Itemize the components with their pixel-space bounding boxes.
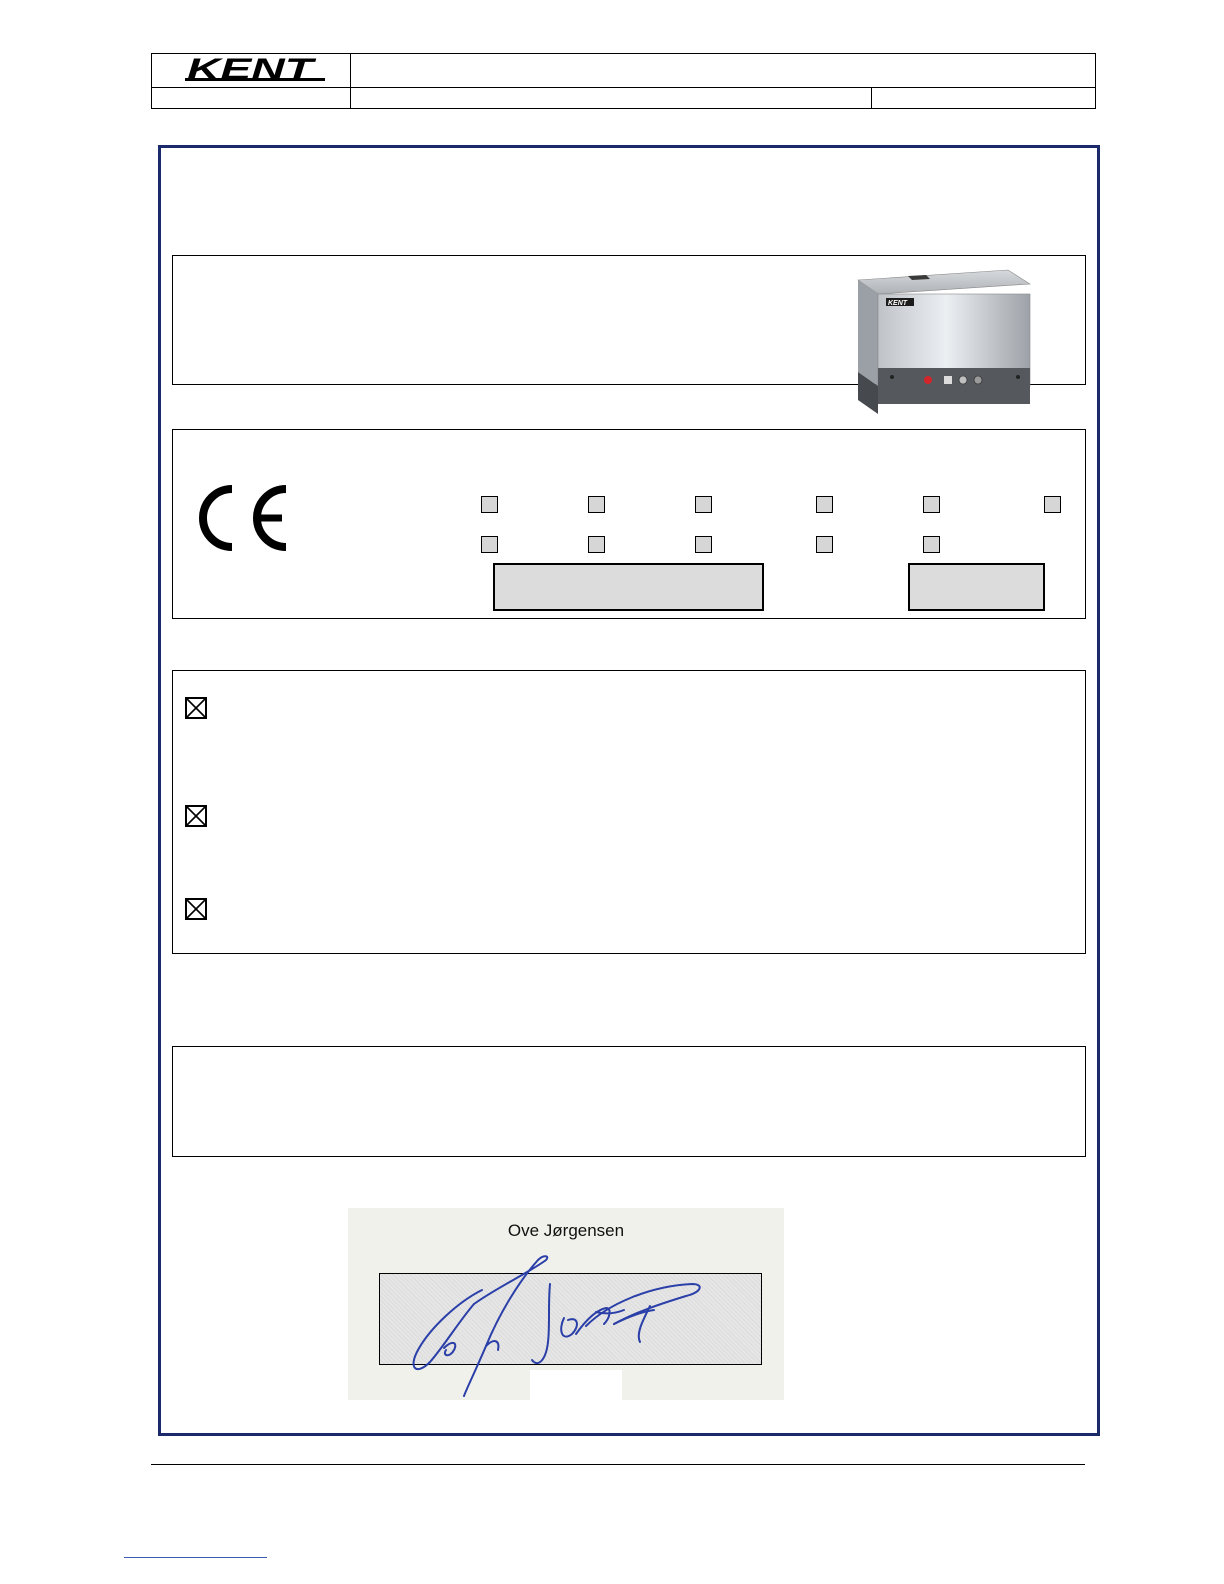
- svg-text:KENT: KENT: [888, 300, 908, 307]
- ce-checkbox[interactable]: [588, 496, 605, 513]
- ce-text-field[interactable]: [908, 563, 1045, 611]
- checked-box-icon[interactable]: [185, 805, 207, 827]
- header-divider: [871, 87, 872, 108]
- ce-checkbox[interactable]: [923, 496, 940, 513]
- ce-checkbox[interactable]: [923, 536, 940, 553]
- handwritten-signature: [400, 1250, 720, 1400]
- footer-link-underline: [124, 1557, 267, 1558]
- checked-box-icon[interactable]: [185, 898, 207, 920]
- ce-checkbox[interactable]: [695, 536, 712, 553]
- header-divider: [152, 87, 1095, 88]
- ce-checkbox[interactable]: [588, 536, 605, 553]
- svg-text:KENT: KENT: [187, 55, 318, 86]
- ce-checkbox[interactable]: [481, 536, 498, 553]
- directives-box: [172, 670, 1086, 954]
- checked-box-icon[interactable]: [185, 697, 207, 719]
- ce-checkbox[interactable]: [481, 496, 498, 513]
- ce-checkbox[interactable]: [816, 496, 833, 513]
- ce-text-field[interactable]: [493, 563, 764, 611]
- machine-image: [848, 268, 1034, 418]
- footer-rule: [151, 1464, 1085, 1465]
- ce-checkbox[interactable]: [695, 496, 712, 513]
- ce-mark-icon: [192, 483, 290, 553]
- ce-checkbox[interactable]: [816, 536, 833, 553]
- signer-name: Ove Jørgensen: [507, 1221, 625, 1240]
- ce-checkbox[interactable]: [1044, 496, 1061, 513]
- standards-box: [172, 1046, 1086, 1157]
- header-divider: [350, 54, 351, 108]
- kent-logo: [185, 55, 325, 87]
